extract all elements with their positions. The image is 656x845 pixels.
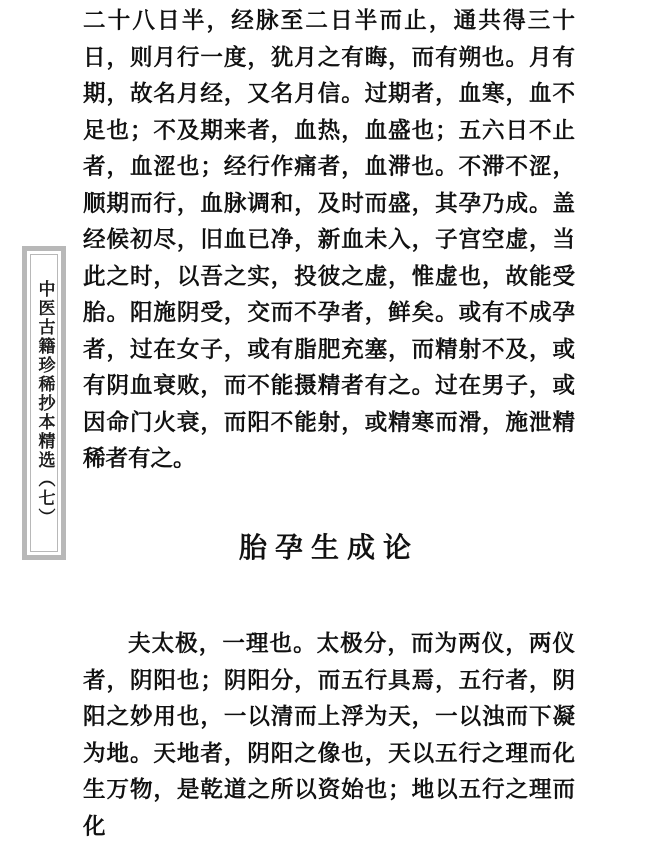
paragraph-1: 二十八日半，经脉至二日半而止，通共得三十日，则月行一度，犹月之有晦，而有朔也。月有期，故名月经，又名月信。过期者，血寒，血不足也；不及期来者，血热，血盛也；五六日不止者，血涩也；经行作痛者，血滞也。不滞不涩，顺期而行，血脉调和，及时而盛，其孕乃成。盖经候初尽，旧血已净，新血未入，子宫空虚，当此之时，以吾之实，投彼之虚，惟虚也，故能受胎。阳施阴受，交而不孕者，鲜矣。或有不成孕者，过在女子，或有脂肥充塞，而精射不及，或有阴血衰败，而不能摄精者有之。过在男子，或因命门火衰，而阳不能射，或精寒而滑，施泄精稀者有之。 bbox=[83, 8, 575, 472]
side-tab-frame bbox=[30, 254, 58, 552]
side-tab-label: 中医古籍珍稀抄本精选（七） bbox=[34, 279, 55, 527]
section-title: 胎孕生成论 bbox=[238, 531, 419, 564]
side-tab bbox=[22, 246, 66, 560]
paragraph-2: 夫太极，一理也。太极分，而为两仪，两仪者，阴阳也；阴阳分，而五行具焉，五行者，阴阳之妙用也，一以清而上浮为天，一以浊而下凝为地。天地者，阴阳之像也，天以五行之理而化生万物，是乾道之所以资始也；地以五行之理而化 bbox=[83, 631, 575, 840]
